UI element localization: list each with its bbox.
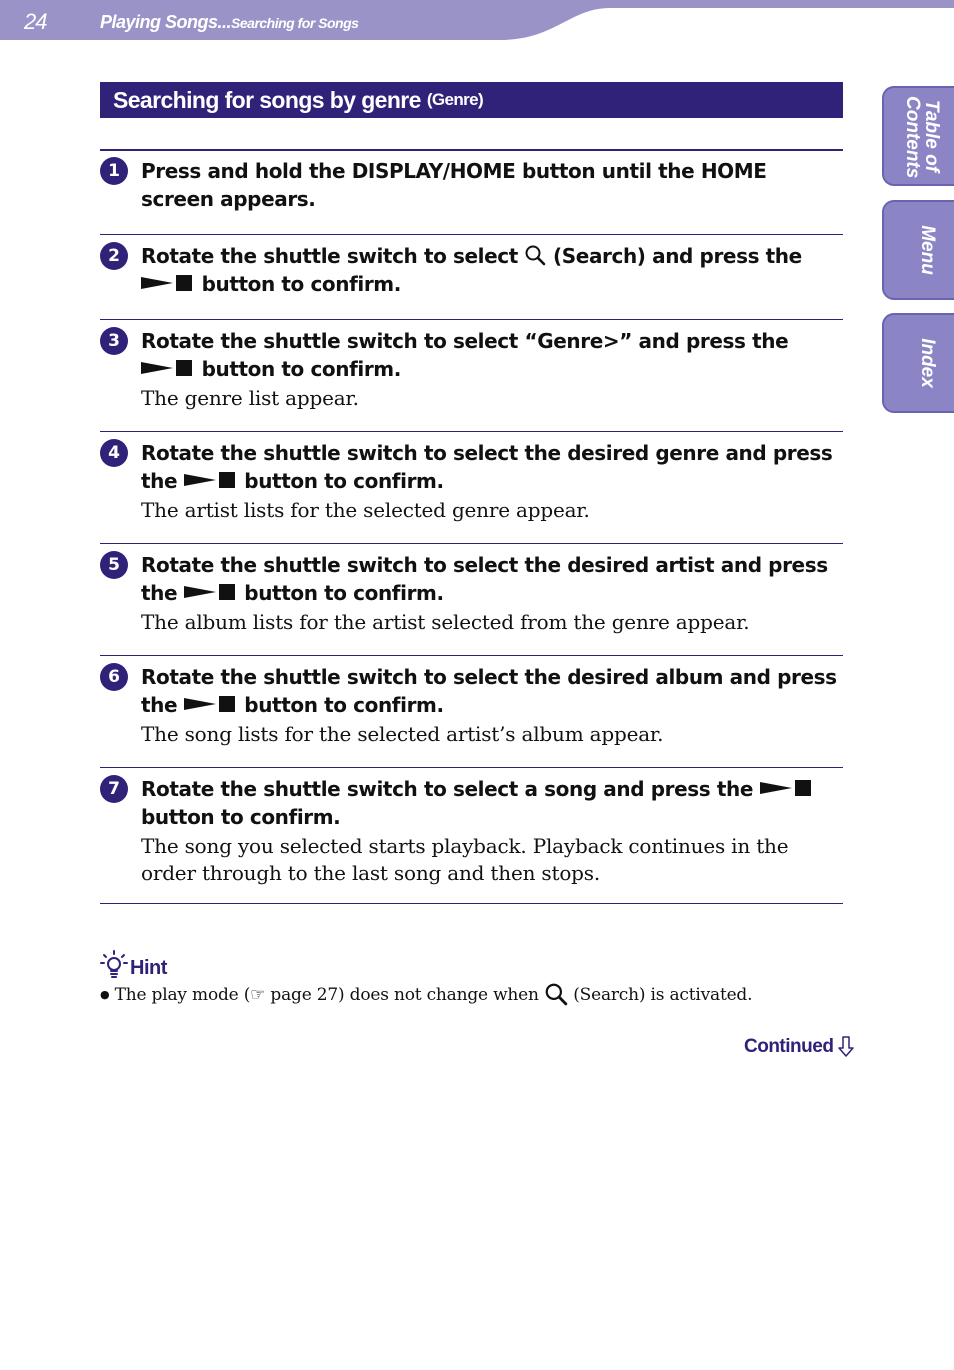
- step-result: The genre list appear.: [141, 386, 359, 410]
- step-result: The song you selected starts playback. Playback continues in the order through to the last song and then stops.: [141, 834, 789, 885]
- tab-label: Index: [917, 338, 938, 388]
- step-instruction-text: Rotate the shuttle switch to select the desired genre and press the: [141, 441, 833, 493]
- step-divider: [100, 234, 843, 235]
- breadcrumb: [100, 12, 358, 33]
- lightbulb-icon: [100, 950, 128, 980]
- step-instruction: [141, 439, 841, 495]
- step-number-badge: 5: [100, 551, 128, 579]
- step-number-badge: 1: [100, 157, 128, 185]
- tab-label: Menu: [917, 225, 938, 275]
- step-divider: [100, 903, 843, 904]
- page-header: [0, 0, 954, 44]
- step-instruction-text: (Search) and press the: [546, 244, 802, 268]
- step-instruction: [141, 551, 841, 607]
- continued-link[interactable]: [744, 1036, 855, 1058]
- step-number-badge: 6: [100, 663, 128, 691]
- step-number-badge: 3: [100, 327, 128, 355]
- breadcrumb-sub: Searching for Songs: [231, 15, 359, 31]
- step-number-badge: 7: [100, 775, 128, 803]
- step-instruction-text: Rotate the shuttle switch to select “Genre>” and press the: [141, 329, 789, 353]
- hint-text: page 27) does not change when: [265, 985, 544, 1005]
- step-result: The song lists for the selected artist’s album appear.: [141, 722, 664, 746]
- search-icon: [524, 244, 546, 266]
- step-instruction: Press and hold the DISPLAY/HOME button until the HOME screen appears.: [141, 159, 767, 211]
- breadcrumb-main: Playing Songs...: [100, 12, 232, 32]
- step-instruction-text: button to confirm.: [237, 581, 444, 605]
- section-title-sub: (Genre): [426, 90, 484, 109]
- step-instruction-text: button to confirm.: [195, 357, 401, 381]
- step-divider: [100, 431, 843, 432]
- hint-text: The play mode (: [109, 985, 251, 1005]
- tab-table-of-contents[interactable]: [882, 86, 954, 186]
- step-instruction-text: Rotate the shuttle switch to select the desired album and press the: [141, 665, 837, 717]
- step-divider: [100, 319, 843, 320]
- play-stop-icon: [184, 583, 238, 601]
- hint-item: [100, 982, 752, 1006]
- step-instruction-text: Rotate the shuttle switch to select the desired artist and press the: [141, 553, 828, 605]
- step-instruction: [141, 327, 841, 383]
- step-number-badge: 2: [100, 242, 128, 270]
- page-reference-icon: ☞: [250, 985, 266, 1005]
- tab-index[interactable]: [882, 313, 954, 413]
- search-icon: [544, 982, 568, 1006]
- step-instruction: [141, 775, 841, 831]
- hint-text: (Search) is activated.: [568, 985, 753, 1005]
- step-instruction: [141, 663, 841, 719]
- step-instruction-text: Rotate the shuttle switch to select a song and press the: [141, 777, 760, 801]
- section-title-main: Searching for songs by genre: [113, 86, 421, 113]
- step-divider: [100, 655, 843, 656]
- page-number: 24: [24, 9, 47, 34]
- tab-label: Table of Contents: [902, 96, 942, 179]
- step-divider: [100, 149, 843, 151]
- step-instruction-text: button to confirm.: [195, 272, 401, 296]
- step-instruction-text: button to confirm.: [237, 469, 444, 493]
- arrow-down-icon: [837, 1036, 855, 1058]
- play-stop-icon: [184, 471, 238, 489]
- hint-heading: [100, 950, 167, 980]
- play-stop-icon: [184, 695, 238, 713]
- section-title: [100, 82, 843, 118]
- play-stop-icon: [760, 779, 814, 797]
- bullet: ●: [100, 988, 110, 1001]
- step-instruction-text: button to confirm.: [237, 693, 444, 717]
- play-stop-icon: [141, 274, 195, 292]
- step-number-badge: 4: [100, 439, 128, 467]
- hint-label: Hint: [130, 957, 167, 979]
- tab-menu[interactable]: [882, 200, 954, 300]
- step-divider: [100, 543, 843, 544]
- step-instruction-text: Rotate the shuttle switch to select: [141, 244, 525, 268]
- step-instruction: [141, 242, 841, 298]
- step-divider: [100, 767, 843, 768]
- play-stop-icon: [141, 359, 195, 377]
- step-result: The artist lists for the selected genre appear.: [141, 498, 590, 522]
- step-result: The album lists for the artist selected from the genre appear.: [141, 610, 750, 634]
- step-instruction-text: button to confirm.: [141, 805, 341, 829]
- continued-label: Continued: [744, 1036, 834, 1057]
